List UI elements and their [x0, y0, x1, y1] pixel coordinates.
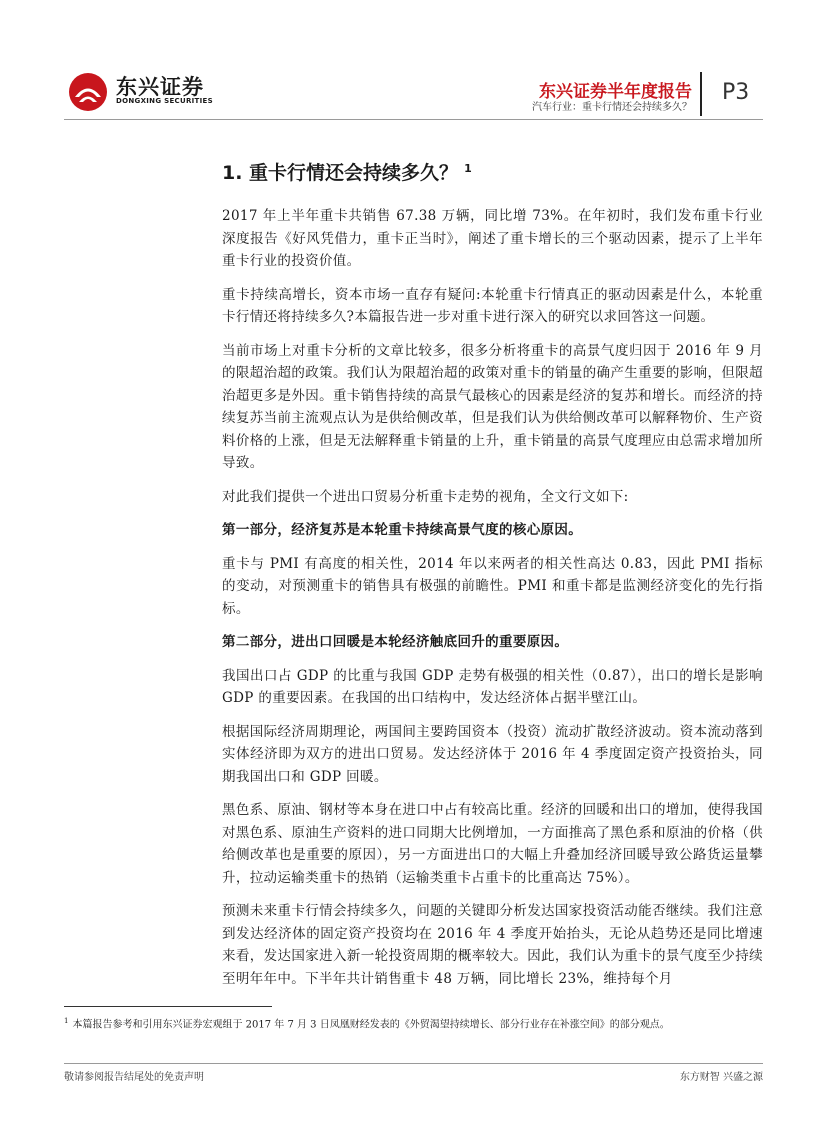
report-title: 东兴证券半年度报告	[539, 82, 692, 102]
footnote-reference[interactable]: 1	[464, 161, 472, 175]
header-rule	[64, 119, 763, 120]
footer-rule	[64, 1063, 763, 1064]
footnote-rule	[64, 1006, 272, 1007]
section-title-text: 1. 重卡行情还会持续多久？	[222, 162, 459, 184]
body-paragraph: 预测未来重卡行情会持续多久，问题的关键即分析发达国家投资活动能否继续。我们注意到发达经济体的固定资产投资均在 2016 年 4 季度开始抬头，无论从趋势还是同比增速来看，发达国家进入新一轮投资周期的概率较大。因此，我们认为重卡的景气度至少持续至明年年中。下半年共计销售重卡 48 万辆，同比增长 23%，维持每个月	[222, 903, 763, 987]
footer-slogan: 东方财智 兴盛之源	[679, 1072, 763, 1083]
dongxing-logo-icon	[68, 72, 108, 112]
footnote-mark: 1	[64, 1017, 69, 1025]
logo-english-name: DONGXING SECURITIES	[116, 97, 213, 105]
disclaimer-notice: 敬请参阅报告结尾处的免责声明	[64, 1072, 204, 1083]
body-text	[222, 205, 763, 1001]
section-heading-paragraph: 第二部分，进出口回暖是本轮经济触底回升的重要原因。	[222, 634, 569, 650]
section-title	[222, 158, 472, 185]
section-heading-paragraph: 第一部分，经济复苏是本轮重卡持续高景气度的核心原因。	[222, 522, 583, 538]
body-paragraph: 黑色系、原油、钢材等本身在进口中占有较高比重。经济的回暖和出口的增加，使得我国对黑色系、原油生产资料的进口同期大比例增加，一方面推高了黑色系和原油的价格（供给侧改革也是重要的原因），另一方面进出口的大幅上升叠加经济回暖导致公路货运量攀升，拉动运输类重卡的热销（运输类重卡占重卡的比重高达 75%）。	[222, 802, 763, 886]
body-paragraph: 重卡与 PMI 有高度的相关性，2014 年以来两者的相关性高达 0.83，因此 PMI 指标的变动，对预测重卡的销售具有极强的前瞻性。PMI 和重卡都是监测经济变化的先行指标。	[222, 555, 763, 617]
header-divider	[700, 72, 702, 116]
report-subtitle: 汽车行业：重卡行情还会持续多久？	[532, 102, 692, 113]
body-paragraph: 2017 年上半年重卡共销售 67.38 万辆，同比增 73%。在年初时，我们发布重卡行业深度报告《好风凭借力，重卡正当时》，阐述了重卡增长的三个驱动因素，提示了上半年重卡行业的投资价值。	[222, 208, 763, 269]
page-number: P3	[722, 80, 750, 105]
body-paragraph: 我国出口占 GDP 的比重与我国 GDP 走势有极强的相关性（0.87），出口的增长是影响 GDP 的重要因素。在我国的出口结构中，发达经济体占据半壁江山。	[222, 667, 763, 706]
footnote-text: 本篇报告参考和引用东兴证券宏观组于 2017 年 7 月 3 日凤凰财经发表的《外贸渴望持续增长、部分行业存在补涨空间》的部分观点。	[72, 1019, 670, 1031]
body-paragraph: 重卡持续高增长，资本市场一直存有疑问:本轮重卡行情真正的驱动因素是什么，本轮重卡行情还将持续多久?本篇报告进一步对重卡进行深入的研究以求回答这一问题。	[222, 286, 763, 325]
body-paragraph: 根据国际经济周期理论，两国间主要跨国资本（投资）流动扩散经济波动。资本流动落到实体经济即为双方的进出口贸易。发达经济体于 2016 年 4 季度固定资产投资抬头，同期我国出口和 GDP 回暖。	[222, 723, 763, 785]
logo-chinese-name: 东兴证券	[116, 75, 204, 99]
body-paragraph: 当前市场上对重卡分析的文章比较多，很多分析将重卡的高景气度归因于 2016 年 9 月的限超治超的政策。我们认为限超治超的政策对重卡的销量的确产生重要的影响，但限超治超更多是外因。重卡销售持续的高景气最核心的因素是经济的复苏和增长。而经济的持续复苏当前主流观点认为是供给侧改革，但是我们认为供给侧改革可以解释物价、生产资料价格的上涨，但是无法解释重卡销量的上升，重卡销量的高景气度理应由总需求增加所导致。	[222, 342, 763, 471]
body-paragraph: 对此我们提供一个进出口贸易分析重卡走势的视角，全文行文如下:	[222, 488, 629, 505]
footnote	[64, 1013, 764, 1033]
